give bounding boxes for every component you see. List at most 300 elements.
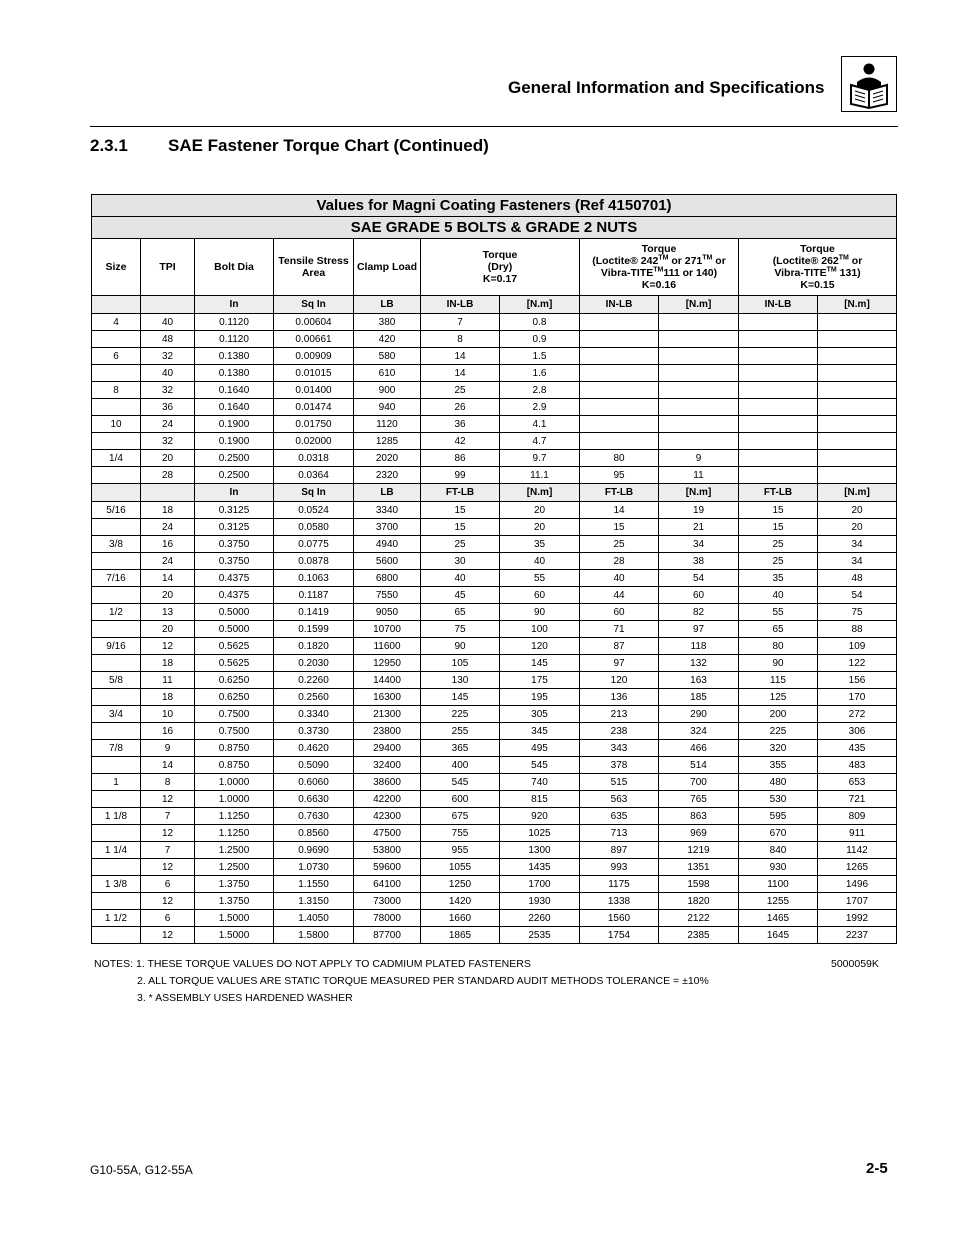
table-cell: 26 <box>421 399 500 416</box>
section-title-text: SAE Fastener Torque Chart (Continued) <box>168 136 489 155</box>
table-cell: 238 <box>580 723 659 740</box>
table-cell: 1992 <box>818 910 897 927</box>
table-cell <box>580 348 659 365</box>
table-cell: Sq In <box>274 484 354 502</box>
table-cell: 75 <box>421 621 500 638</box>
table-cell <box>92 859 141 876</box>
table-cell: 4 <box>92 314 141 331</box>
table-cell <box>92 331 141 348</box>
table-cell: 435 <box>818 740 897 757</box>
table-cell: 42300 <box>354 808 421 825</box>
table-row <box>92 893 897 910</box>
unit-row <box>92 296 897 314</box>
table-cell: 95 <box>580 467 659 484</box>
table-cell: 306 <box>818 723 897 740</box>
table-cell: 809 <box>818 808 897 825</box>
table-cell: 0.6060 <box>274 774 354 791</box>
table-cell: 6 <box>141 910 195 927</box>
col-size: Size <box>92 239 141 296</box>
table-cell: 2237 <box>818 927 897 944</box>
table-row <box>92 842 897 859</box>
table-cell: 21300 <box>354 706 421 723</box>
table-cell: [N.m] <box>818 296 897 314</box>
table-cell: 0.0318 <box>274 450 354 467</box>
table-cell: 12 <box>141 927 195 944</box>
table-cell: 42200 <box>354 791 421 808</box>
table-cell <box>739 314 818 331</box>
table-cell: 700 <box>659 774 739 791</box>
table-cell <box>141 484 195 502</box>
table-cell: 0.4620 <box>274 740 354 757</box>
table-cell: 8 <box>141 774 195 791</box>
table-cell: 175 <box>500 672 580 689</box>
table-cell: 0.2260 <box>274 672 354 689</box>
table-cell: 4.7 <box>500 433 580 450</box>
table-cell <box>739 331 818 348</box>
table-cell: 0.1120 <box>195 331 274 348</box>
table-cell: 563 <box>580 791 659 808</box>
table-row <box>92 910 897 927</box>
table-cell: 48 <box>141 331 195 348</box>
table-cell: 595 <box>739 808 818 825</box>
table-cell <box>580 416 659 433</box>
table-cell: 9 <box>141 740 195 757</box>
table-cell: 5600 <box>354 553 421 570</box>
table-cell: 0.8750 <box>195 740 274 757</box>
dry-line-3: K=0.17 <box>482 273 518 285</box>
table-cell: 163 <box>659 672 739 689</box>
table-cell: 400 <box>421 757 500 774</box>
table-cell: 12 <box>141 638 195 655</box>
table-cell: 25 <box>739 553 818 570</box>
table-cell: [N.m] <box>500 296 580 314</box>
table-cell: 1 1/2 <box>92 910 141 927</box>
table-cell: 0.1120 <box>195 314 274 331</box>
table-cell: 0.1380 <box>195 348 274 365</box>
table-cell: 1 1/4 <box>92 842 141 859</box>
table-cell: 10 <box>92 416 141 433</box>
table-cell: 1.4050 <box>274 910 354 927</box>
table-cell: 16300 <box>354 689 421 706</box>
table-cell: 8 <box>92 382 141 399</box>
table-cell: 1.1250 <box>195 808 274 825</box>
table-cell <box>739 467 818 484</box>
table-row <box>92 706 897 723</box>
table-cell <box>92 825 141 842</box>
column-header-row <box>92 239 897 296</box>
table-cell: 2020 <box>354 450 421 467</box>
table-row <box>92 399 897 416</box>
table-cell: LB <box>354 484 421 502</box>
table-cell: 480 <box>739 774 818 791</box>
table-cell <box>659 382 739 399</box>
table-cell: 0.1380 <box>195 365 274 382</box>
table-cell: 365 <box>421 740 500 757</box>
table-cell: 0.1640 <box>195 399 274 416</box>
table-cell: 0.3125 <box>195 519 274 536</box>
dry-line-2: (Dry) <box>487 261 513 273</box>
table-cell: 0.2560 <box>274 689 354 706</box>
table-cell <box>92 484 141 502</box>
table-cell: 2385 <box>659 927 739 944</box>
table-cell: 1175 <box>580 876 659 893</box>
table-cell: 0.1900 <box>195 433 274 450</box>
table-cell: 0.1640 <box>195 382 274 399</box>
table-cell <box>739 382 818 399</box>
table-cell: 0.0775 <box>274 536 354 553</box>
table-cell: IN-LB <box>580 296 659 314</box>
table-cell: 32400 <box>354 757 421 774</box>
table-cell <box>659 314 739 331</box>
table-cell: 15 <box>580 519 659 536</box>
table-cell: 45 <box>421 587 500 604</box>
table-cell <box>92 621 141 638</box>
table-cell: 653 <box>818 774 897 791</box>
table-cell: 0.0524 <box>274 502 354 519</box>
table-row <box>92 416 897 433</box>
table-cell: 44 <box>580 587 659 604</box>
table-cell: 1.2500 <box>195 859 274 876</box>
table-cell: 9/16 <box>92 638 141 655</box>
table-cell <box>739 399 818 416</box>
table-cell: 911 <box>818 825 897 842</box>
table-cell: 1.5800 <box>274 927 354 944</box>
table-cell: 145 <box>500 655 580 672</box>
table-cell: 1142 <box>818 842 897 859</box>
table-cell: 840 <box>739 842 818 859</box>
table-cell <box>92 791 141 808</box>
table-cell: 0.9690 <box>274 842 354 859</box>
table-cell: 10 <box>141 706 195 723</box>
table-row <box>92 536 897 553</box>
table-cell: 14 <box>421 365 500 382</box>
table-row <box>92 638 897 655</box>
table-cell: 0.2030 <box>274 655 354 672</box>
table-cell: 11.1 <box>500 467 580 484</box>
table-row <box>92 331 897 348</box>
table-cell: 97 <box>580 655 659 672</box>
table-cell: 12 <box>141 859 195 876</box>
table-cell: 290 <box>659 706 739 723</box>
table-cell: 21 <box>659 519 739 536</box>
table-cell: 993 <box>580 859 659 876</box>
table-row <box>92 314 897 331</box>
table-cell <box>739 450 818 467</box>
table-cell: 0.1187 <box>274 587 354 604</box>
table-cell: 125 <box>739 689 818 706</box>
table-cell: 36 <box>421 416 500 433</box>
table-cell: FT-LB <box>739 484 818 502</box>
table-cell: 7/8 <box>92 740 141 757</box>
table-row <box>92 587 897 604</box>
table-cell: 7 <box>421 314 500 331</box>
table-cell: 14 <box>421 348 500 365</box>
table-cell: 0.1419 <box>274 604 354 621</box>
table-row <box>92 859 897 876</box>
table-cell: 1100 <box>739 876 818 893</box>
table-cell: 1 <box>92 774 141 791</box>
table-cell: 1.0000 <box>195 791 274 808</box>
table-cell: 1.1250 <box>195 825 274 842</box>
table-cell <box>659 399 739 416</box>
table-cell: 7 <box>141 808 195 825</box>
table-row <box>92 672 897 689</box>
table-cell: 863 <box>659 808 739 825</box>
table-cell: IN-LB <box>421 296 500 314</box>
table-cell: 185 <box>659 689 739 706</box>
table-cell: 20 <box>500 502 580 519</box>
table-cell: 305 <box>500 706 580 723</box>
table-cell: 0.3750 <box>195 536 274 553</box>
table-cell: 7 <box>141 842 195 859</box>
table-cell: 0.00604 <box>274 314 354 331</box>
table-cell: 48 <box>818 570 897 587</box>
table-cell: 60 <box>659 587 739 604</box>
table-cell: 0.1063 <box>274 570 354 587</box>
table-cell <box>580 399 659 416</box>
table-cell: 272 <box>818 706 897 723</box>
table-cell: 30 <box>421 553 500 570</box>
table-cell: 36 <box>141 399 195 416</box>
loc1-line-4: K=0.16 <box>641 279 677 291</box>
loc1-line-2: (Loctite® 242™ or 271™ or <box>592 254 726 267</box>
table-cell <box>92 689 141 706</box>
table-cell: 3/4 <box>92 706 141 723</box>
table-cell: [N.m] <box>818 484 897 502</box>
table-cell: 2122 <box>659 910 739 927</box>
table-cell: 15 <box>739 502 818 519</box>
table-cell: 88 <box>818 621 897 638</box>
table-cell: 721 <box>818 791 897 808</box>
table-cell <box>818 314 897 331</box>
table-cell <box>818 450 897 467</box>
col-tpi: TPI <box>141 239 195 296</box>
table-cell: 100 <box>500 621 580 638</box>
table-cell: 11600 <box>354 638 421 655</box>
table-cell: 0.0364 <box>274 467 354 484</box>
table-cell: 35 <box>739 570 818 587</box>
table-row <box>92 348 897 365</box>
table-cell: 78000 <box>354 910 421 927</box>
table-cell: 1930 <box>500 893 580 910</box>
table-cell: 343 <box>580 740 659 757</box>
table-cell: 1/4 <box>92 450 141 467</box>
table-cell: 1338 <box>580 893 659 910</box>
table-cell: 1.0000 <box>195 774 274 791</box>
table-cell: 0.6630 <box>274 791 354 808</box>
table-cell <box>818 365 897 382</box>
table-cell: 65 <box>421 604 500 621</box>
table-cell: 19 <box>659 502 739 519</box>
table-cell: 32 <box>141 348 195 365</box>
table-cell: 815 <box>500 791 580 808</box>
footer-page-number: 2-5 <box>866 1160 888 1177</box>
table-cell: 255 <box>421 723 500 740</box>
table-cell: [N.m] <box>500 484 580 502</box>
table-row <box>92 502 897 519</box>
table-cell: 38 <box>659 553 739 570</box>
table-cell: 1.5000 <box>195 927 274 944</box>
table-row <box>92 433 897 450</box>
loc2-line-4: K=0.15 <box>800 279 835 291</box>
table-cell: 897 <box>580 842 659 859</box>
table-cell: In <box>195 296 274 314</box>
table-cell: 0.00909 <box>274 348 354 365</box>
table-cell: 1560 <box>580 910 659 927</box>
table-cell: 80 <box>739 638 818 655</box>
table-row <box>92 689 897 706</box>
table-cell: 38600 <box>354 774 421 791</box>
table-cell: 466 <box>659 740 739 757</box>
table-cell: 5/8 <box>92 672 141 689</box>
table-cell: 97 <box>659 621 739 638</box>
table-cell: 355 <box>739 757 818 774</box>
table-cell: 1435 <box>500 859 580 876</box>
doc-number: 5000059K <box>831 958 879 970</box>
table-cell: IN-LB <box>739 296 818 314</box>
table-cell: 24 <box>141 416 195 433</box>
table-cell: 75 <box>818 604 897 621</box>
table-cell: 90 <box>421 638 500 655</box>
table-row <box>92 450 897 467</box>
table-cell <box>92 519 141 536</box>
table-cell: 130 <box>421 672 500 689</box>
table-cell: 0.3730 <box>274 723 354 740</box>
table-cell: 378 <box>580 757 659 774</box>
table-cell <box>659 331 739 348</box>
table-cell: 0.9 <box>500 331 580 348</box>
table-cell: 12 <box>141 825 195 842</box>
table-cell: 1 3/8 <box>92 876 141 893</box>
table-cell: 12950 <box>354 655 421 672</box>
torque-table <box>91 194 897 944</box>
table-cell <box>580 331 659 348</box>
table-cell: In <box>195 484 274 502</box>
table-cell: 55 <box>500 570 580 587</box>
table-cell: 32 <box>141 382 195 399</box>
table-cell: 132 <box>659 655 739 672</box>
table-cell: 545 <box>421 774 500 791</box>
header-title: General Information and Specifications <box>508 78 825 97</box>
table-cell: 40 <box>500 553 580 570</box>
col-bolt-dia: Bolt Dia <box>195 239 274 296</box>
table-cell: 20 <box>500 519 580 536</box>
table-cell: 34 <box>818 553 897 570</box>
table-cell: 34 <box>818 536 897 553</box>
col-torque-dry <box>421 239 580 296</box>
table-cell <box>818 348 897 365</box>
table-cell: 12 <box>141 791 195 808</box>
table-cell: 12 <box>141 893 195 910</box>
table-cell: 0.01400 <box>274 382 354 399</box>
table-cell: 4940 <box>354 536 421 553</box>
table-cell: 1.5000 <box>195 910 274 927</box>
table-cell: 740 <box>500 774 580 791</box>
table-cell: 0.00661 <box>274 331 354 348</box>
table-cell: 1.2500 <box>195 842 274 859</box>
table-cell: 54 <box>818 587 897 604</box>
table-cell: 1.6 <box>500 365 580 382</box>
table-cell: 2.9 <box>500 399 580 416</box>
table-cell: 635 <box>580 808 659 825</box>
table-cell: 15 <box>421 519 500 536</box>
table-cell <box>739 348 818 365</box>
table-cell: 3/8 <box>92 536 141 553</box>
table-cell: 80 <box>580 450 659 467</box>
table-row <box>92 825 897 842</box>
table-cell: 1700 <box>500 876 580 893</box>
table-cell: 53800 <box>354 842 421 859</box>
table-cell: 29400 <box>354 740 421 757</box>
table-cell: 9050 <box>354 604 421 621</box>
table-cell: 320 <box>739 740 818 757</box>
table-cell: 25 <box>739 536 818 553</box>
dry-line-1: Torque <box>482 249 518 261</box>
table-cell: 20 <box>818 502 897 519</box>
table-title-coating: Values for Magni Coating Fasteners (Ref 4150701) <box>92 195 897 217</box>
table-cell: 1660 <box>421 910 500 927</box>
table-row <box>92 757 897 774</box>
table-cell: 0.01474 <box>274 399 354 416</box>
table-cell: 170 <box>818 689 897 706</box>
table-cell: 225 <box>739 723 818 740</box>
table-cell: 1.3150 <box>274 893 354 910</box>
table-cell: 7550 <box>354 587 421 604</box>
table-cell: 20 <box>141 450 195 467</box>
table-row <box>92 774 897 791</box>
table-cell: 0.0580 <box>274 519 354 536</box>
table-cell: 16 <box>141 723 195 740</box>
table-cell: 6 <box>141 876 195 893</box>
table-cell: 2320 <box>354 467 421 484</box>
table-cell: 3340 <box>354 502 421 519</box>
table-cell: 2.8 <box>500 382 580 399</box>
table-cell: 15 <box>421 502 500 519</box>
table-cell <box>580 382 659 399</box>
table-cell: 1707 <box>818 893 897 910</box>
table-cell: 495 <box>500 740 580 757</box>
table-cell: 9 <box>659 450 739 467</box>
table-cell: 14 <box>580 502 659 519</box>
table-cell: 6 <box>92 348 141 365</box>
table-cell: 900 <box>354 382 421 399</box>
loc2-line-2: (Loctite® 262™ or <box>772 254 863 267</box>
table-cell: 1265 <box>818 859 897 876</box>
table-cell <box>92 433 141 450</box>
table-cell: 0.7500 <box>195 706 274 723</box>
footer-models: G10-55A, G12-55A <box>90 1163 193 1177</box>
table-cell: 115 <box>739 672 818 689</box>
table-cell: 1/2 <box>92 604 141 621</box>
table-cell: 0.5000 <box>195 621 274 638</box>
table-cell: 6800 <box>354 570 421 587</box>
table-cell: FT-LB <box>421 484 500 502</box>
table-cell: 0.7500 <box>195 723 274 740</box>
table-cell: 755 <box>421 825 500 842</box>
table-cell: 200 <box>739 706 818 723</box>
table-cell <box>659 365 739 382</box>
table-cell: 675 <box>421 808 500 825</box>
table-cell: 920 <box>500 808 580 825</box>
table-cell: 2535 <box>500 927 580 944</box>
table-cell <box>739 433 818 450</box>
table-cell: 5/16 <box>92 502 141 519</box>
loc1-line-1: Torque <box>641 243 677 255</box>
table-cell <box>92 757 141 774</box>
table-cell: 345 <box>500 723 580 740</box>
table-cell: 1055 <box>421 859 500 876</box>
table-cell: 28 <box>580 553 659 570</box>
